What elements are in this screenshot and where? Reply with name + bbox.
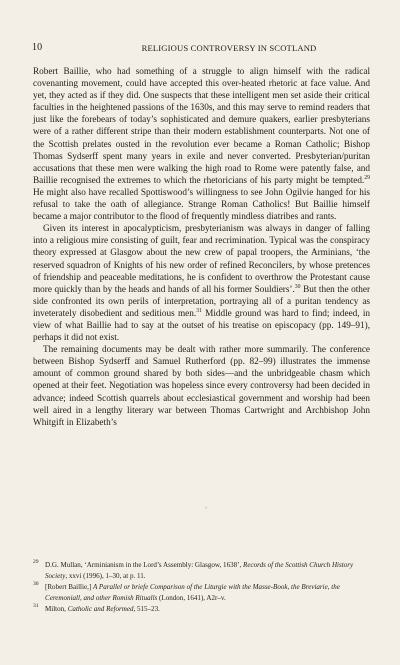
footnote-text: Milton,	[45, 605, 68, 613]
footnote-reference: 29	[364, 174, 370, 181]
footnote	[33, 560, 370, 582]
paragraph	[33, 66, 370, 223]
running-header	[32, 42, 370, 56]
footnote-text: (London, 1641), A2r–v.	[157, 594, 226, 602]
paragraph-text: The remaining documents may be dealt with rather more summarily. The conference between Bishop Sydserff and Samuel Rutherford (pp. 82–99) illustrates the immense amount of common ground shared by both sides—and the unbridgeable chasm which opened at their feet. Negotiation was hopeless since every controversy had been decided in advance; indeed Scottish quarrels about ecclesiastical government and worship had been well aired in a lengthy literary war between Thomas Cartwright and Archbishop John Whitgift in Elizabeth’s	[33, 345, 370, 428]
page-mark: ’	[205, 507, 207, 513]
paragraph	[33, 223, 370, 344]
footnote-text: , xxvi (1996), 1–30, at p. 11.	[65, 572, 146, 580]
footnotes	[33, 560, 370, 615]
footnote-title: Catholic and Reformed	[67, 605, 134, 613]
footnote-text: , 515–23.	[133, 605, 160, 613]
footnote-reference: 31	[196, 307, 202, 314]
footnote	[33, 582, 370, 604]
footnote-reference: 30	[294, 283, 301, 290]
main-text	[33, 66, 370, 429]
paragraph-text: He might also have recalled Spottiswood’s willingness to see John Ogilvie hanged for his refusal to take the oath of allegiance. Strange Roman Catholics! But Baillie himself became a major contributor to the flood of frequently mindless diatribes and rants.	[33, 187, 370, 223]
footnote-title: A Parallel or briefe Comparison of the Liturgie with the Masse-Book, the Breviarie, the Ceremoniall, and other Romish Ritualls	[45, 583, 340, 602]
paragraph-text: Given its interest in apocalypticism, presbyterianism was always in danger of falling into a religious mire consisting of guilt, fear and recrimination. Typical was the conspiracy theory expressed at Glasgow about the new crew of papal troopers, the Arminians, ‘the reserved squadron of Knights of his new order of refined Reconcilers, by whose pretences of friendship and peaceable meditations, he is confident to overthrow the Protestant cause more quickly than by the heads and hands of all his former Souldiers’.	[33, 224, 370, 295]
running-title: RELIGIOUS CONTROVERSY IN SCOTLAND	[141, 43, 317, 53]
page-number: 10	[32, 42, 43, 53]
paragraph-text: But then the other side confronted its own perils of interpretation, portraying all of a puritan tendency as inveterately disobedient and seditious men.	[33, 284, 370, 319]
footnote-number: 31	[33, 603, 39, 609]
paragraph-text: Robert Baillie, who had something of a struggle to align himself with the radical covenanting movement, could have accepted this over-heated rhetoric at face value. And yet, they acted as if they did. One suspects that these intelligent men set aside their critical faculties in the heightened passions of the 1630s, and this may serve to remind readers that just like the forebears of today’s sophisticated and demure quakers, earlier presbyterians were of a rather different stripe than their modern establishment counterparts. Not one of the Scottish prelates ousted in the revolution ever became a Roman Catholic; Bishop Thomas Sydserff spent many years in exile and never converted. Presbyterian/puritan accusations that these men were walking the high road to Rome were patently false, and Baillie recognised the extremes to which the rhetoricians of his party might be tempted.	[33, 67, 370, 186]
footnote-text: [Robert Baillie,]	[45, 583, 93, 591]
footnote	[33, 604, 370, 615]
footnote-number: 30	[33, 581, 39, 587]
paragraph-text: Middle ground was hard to find; indeed, in view of what Baillie had to say at the outset of his treatise on episcopacy (pp. 149–91), perhaps it did not exist.	[33, 308, 370, 344]
footnote-title: Records of the Scottish Church History Society	[45, 561, 354, 580]
footnote-text: D.G. Mullan, ‘Arminianism in the Lord’s Assembly: Glasgow, 1638’,	[45, 561, 244, 569]
paragraph	[33, 344, 370, 429]
footnote-number: 29	[33, 559, 39, 565]
